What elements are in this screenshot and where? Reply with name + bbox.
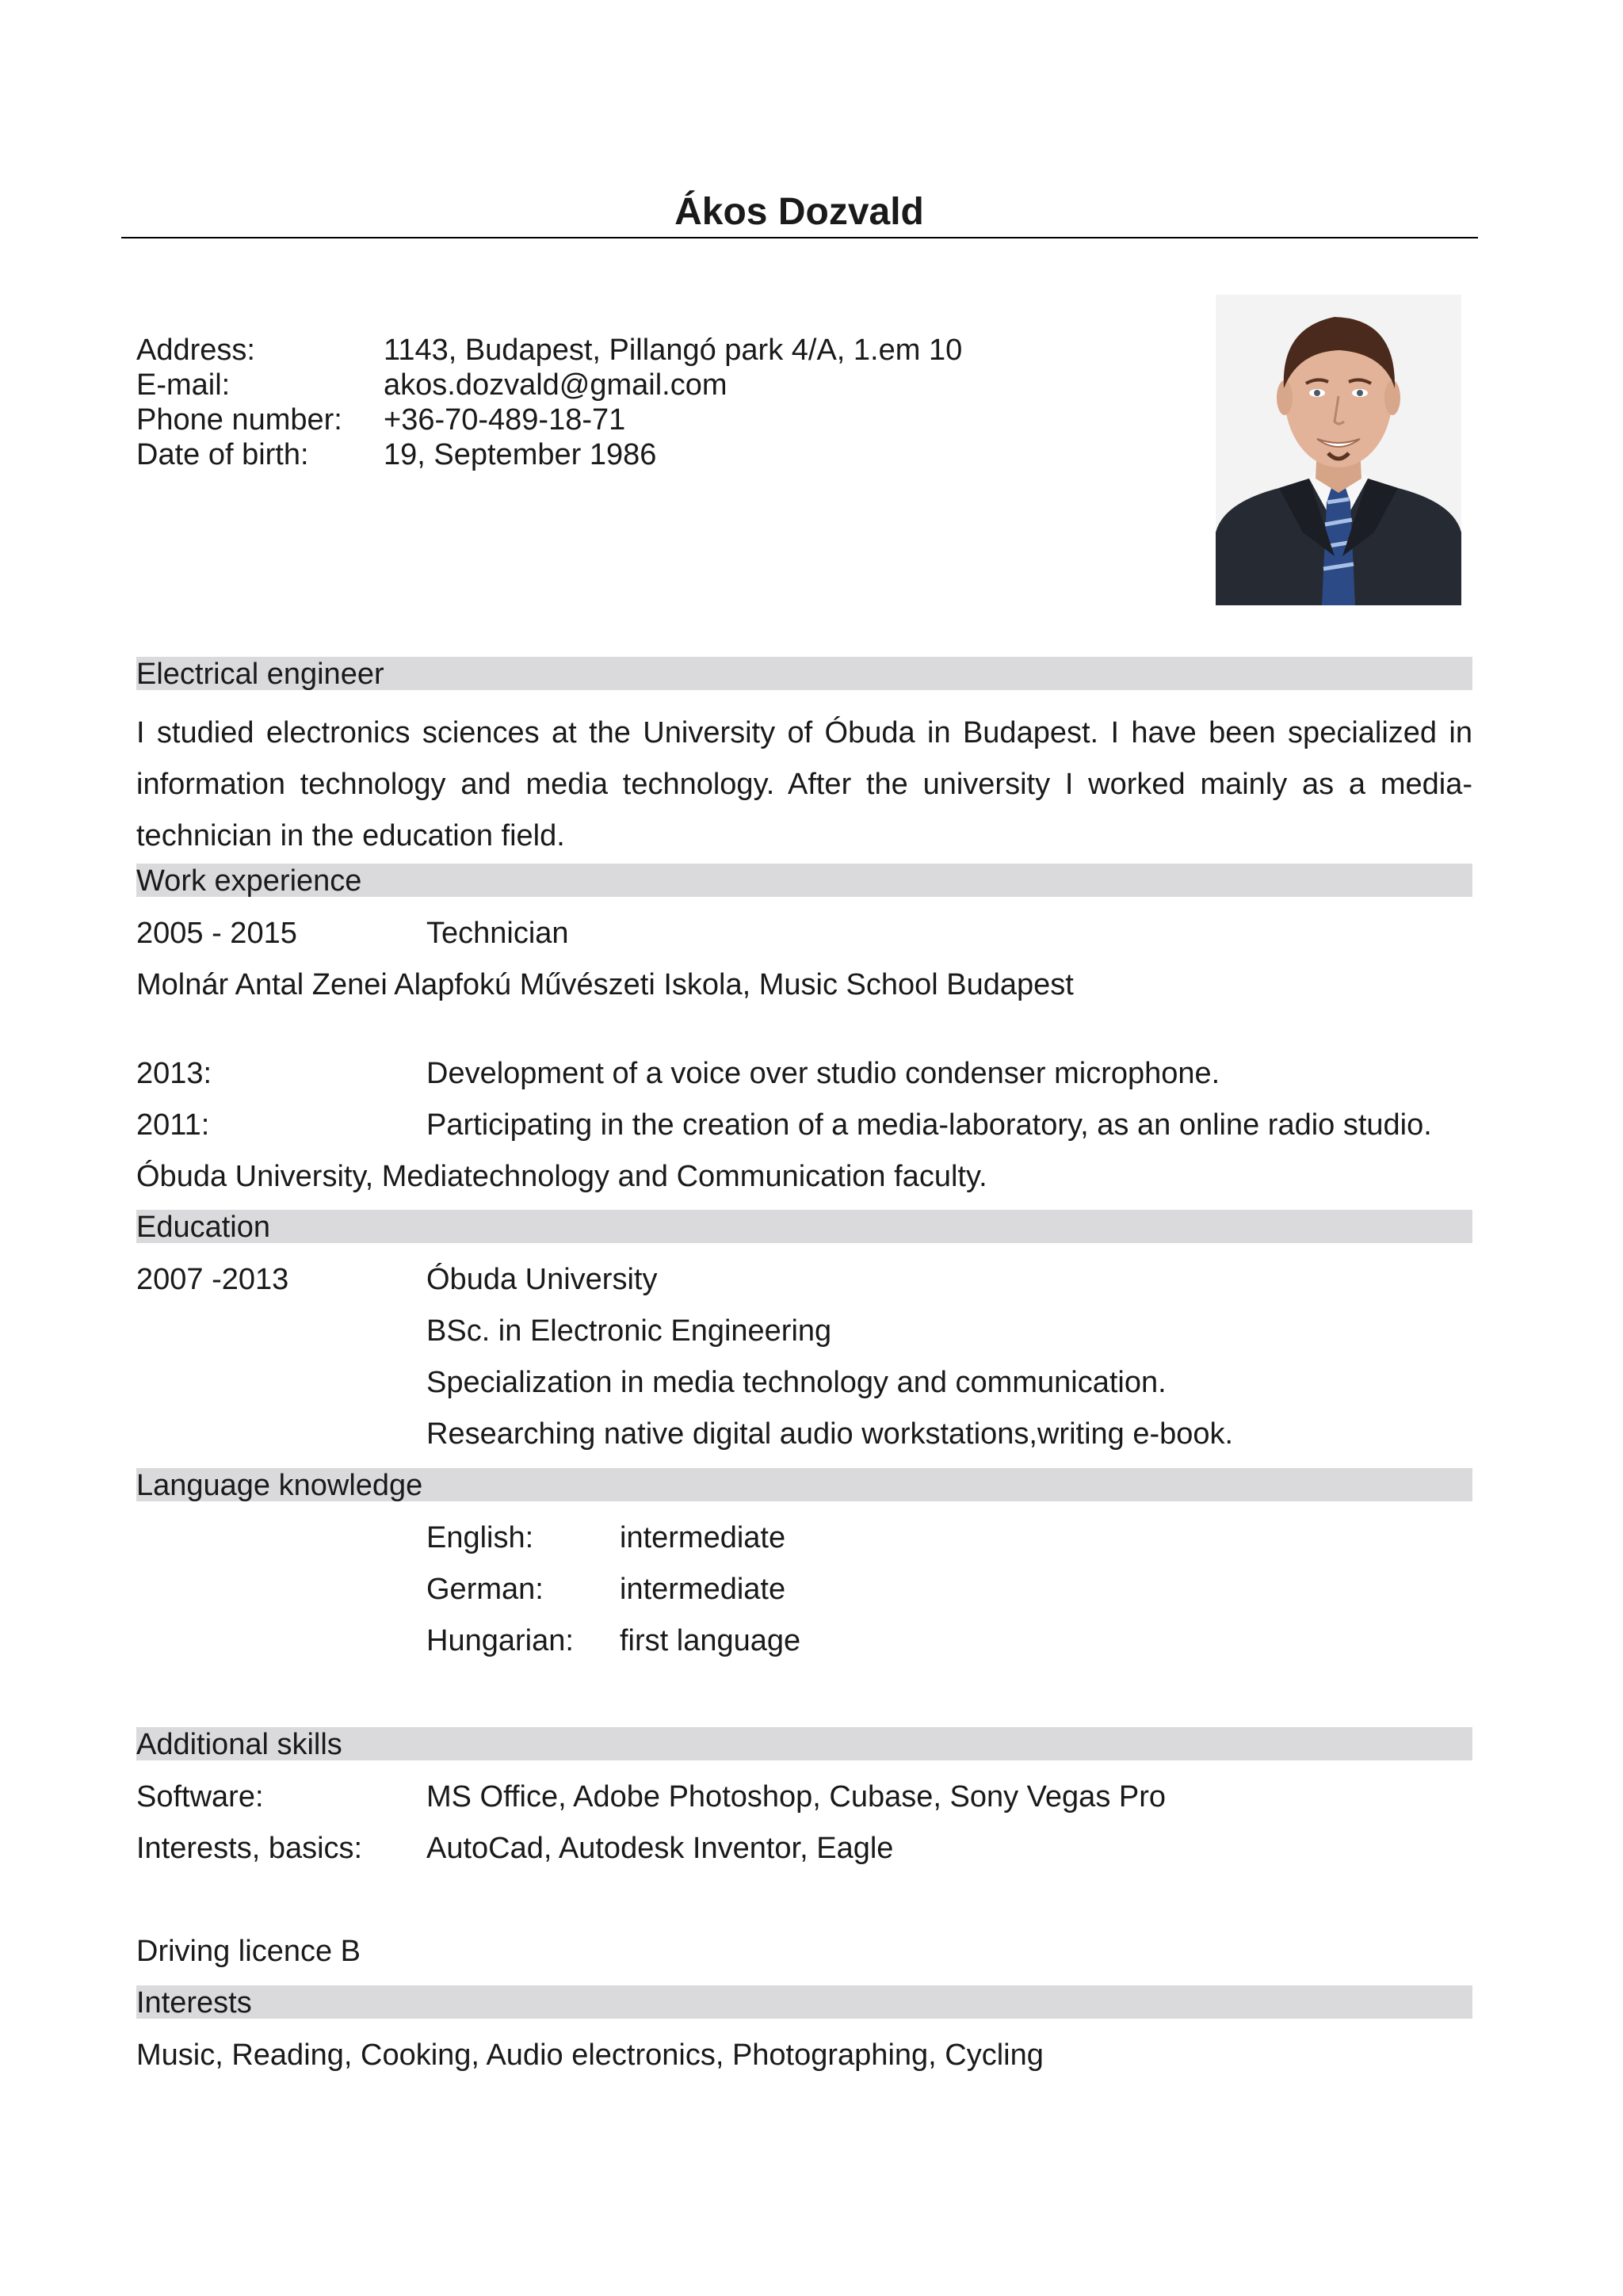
education-line: Researching native digital audio workstations,writing e-book. xyxy=(426,1417,1234,1451)
driving-licence: Driving licence B xyxy=(136,1935,361,1968)
education-line: BSc. in Electronic Engineering xyxy=(426,1314,832,1348)
title-divider xyxy=(121,237,1478,238)
section-header-education: Education xyxy=(136,1210,1472,1243)
work-employer: Molnár Antal Zenei Alapfokú Művészeti Iskola, Music School Budapest xyxy=(136,968,1074,1001)
education-line: Óbuda University xyxy=(426,1263,658,1296)
address-label: Address: xyxy=(136,334,255,367)
dob-label: Date of birth: xyxy=(136,438,309,471)
email-label: E-mail: xyxy=(136,368,231,402)
section-header-additional-skills: Additional skills xyxy=(136,1727,1472,1760)
address-value: 1143, Budapest, Pillangó park 4/A, 1.em 10 xyxy=(384,334,963,367)
language-name: Hungarian: xyxy=(426,1624,574,1657)
work-item-text: Participating in the creation of a media-laboratory, as an online radio studio. xyxy=(426,1108,1432,1142)
language-level: first language xyxy=(620,1624,801,1657)
education-line: Specialization in media technology and communication. xyxy=(426,1366,1167,1399)
cv-name: Ákos Dozvald xyxy=(674,191,924,233)
portrait-photo xyxy=(1216,295,1461,605)
section-header-work-experience: Work experience xyxy=(136,864,1472,897)
software-label: Software: xyxy=(136,1780,264,1814)
language-name: German: xyxy=(426,1573,544,1606)
work-institution: Óbuda University, Mediatechnology and Communication faculty. xyxy=(136,1160,987,1193)
phone-value: +36-70-489-18-71 xyxy=(384,403,626,437)
interests-list: Music, Reading, Cooking, Audio electronics, Photographing, Cycling xyxy=(136,2039,1044,2072)
section-header-electrical-engineer: Electrical engineer xyxy=(136,657,1472,690)
language-level: intermediate xyxy=(620,1573,786,1606)
work-item-year: 2013: xyxy=(136,1057,212,1090)
basics-value: AutoCad, Autodesk Inventor, Eagle xyxy=(426,1832,894,1865)
work-item-year: 2011: xyxy=(136,1108,210,1142)
email-value: akos.dozvald@gmail.com xyxy=(384,368,727,402)
work-position: Technician xyxy=(426,917,569,950)
work-item-text: Development of a voice over studio condenser microphone. xyxy=(426,1057,1220,1090)
software-value: MS Office, Adobe Photoshop, Cubase, Sony Vegas Pro xyxy=(426,1780,1167,1814)
phone-label: Phone number: xyxy=(136,403,342,437)
work-period: 2005 - 2015 xyxy=(136,917,297,950)
section-header-interests: Interests xyxy=(136,1985,1472,2019)
section-header-language-knowledge: Language knowledge xyxy=(136,1468,1472,1501)
profile-summary: I studied electronics sciences at the University of Óbuda in Budapest. I have been specialized in information technology and media technology. After the university I worked mainly as a media-technician in the education field. xyxy=(136,716,1472,852)
dob-value: 19, September 1986 xyxy=(384,438,657,471)
language-name: English: xyxy=(426,1521,534,1554)
education-period: 2007 -2013 xyxy=(136,1263,289,1296)
language-level: intermediate xyxy=(620,1521,786,1554)
basics-label: Interests, basics: xyxy=(136,1832,363,1865)
